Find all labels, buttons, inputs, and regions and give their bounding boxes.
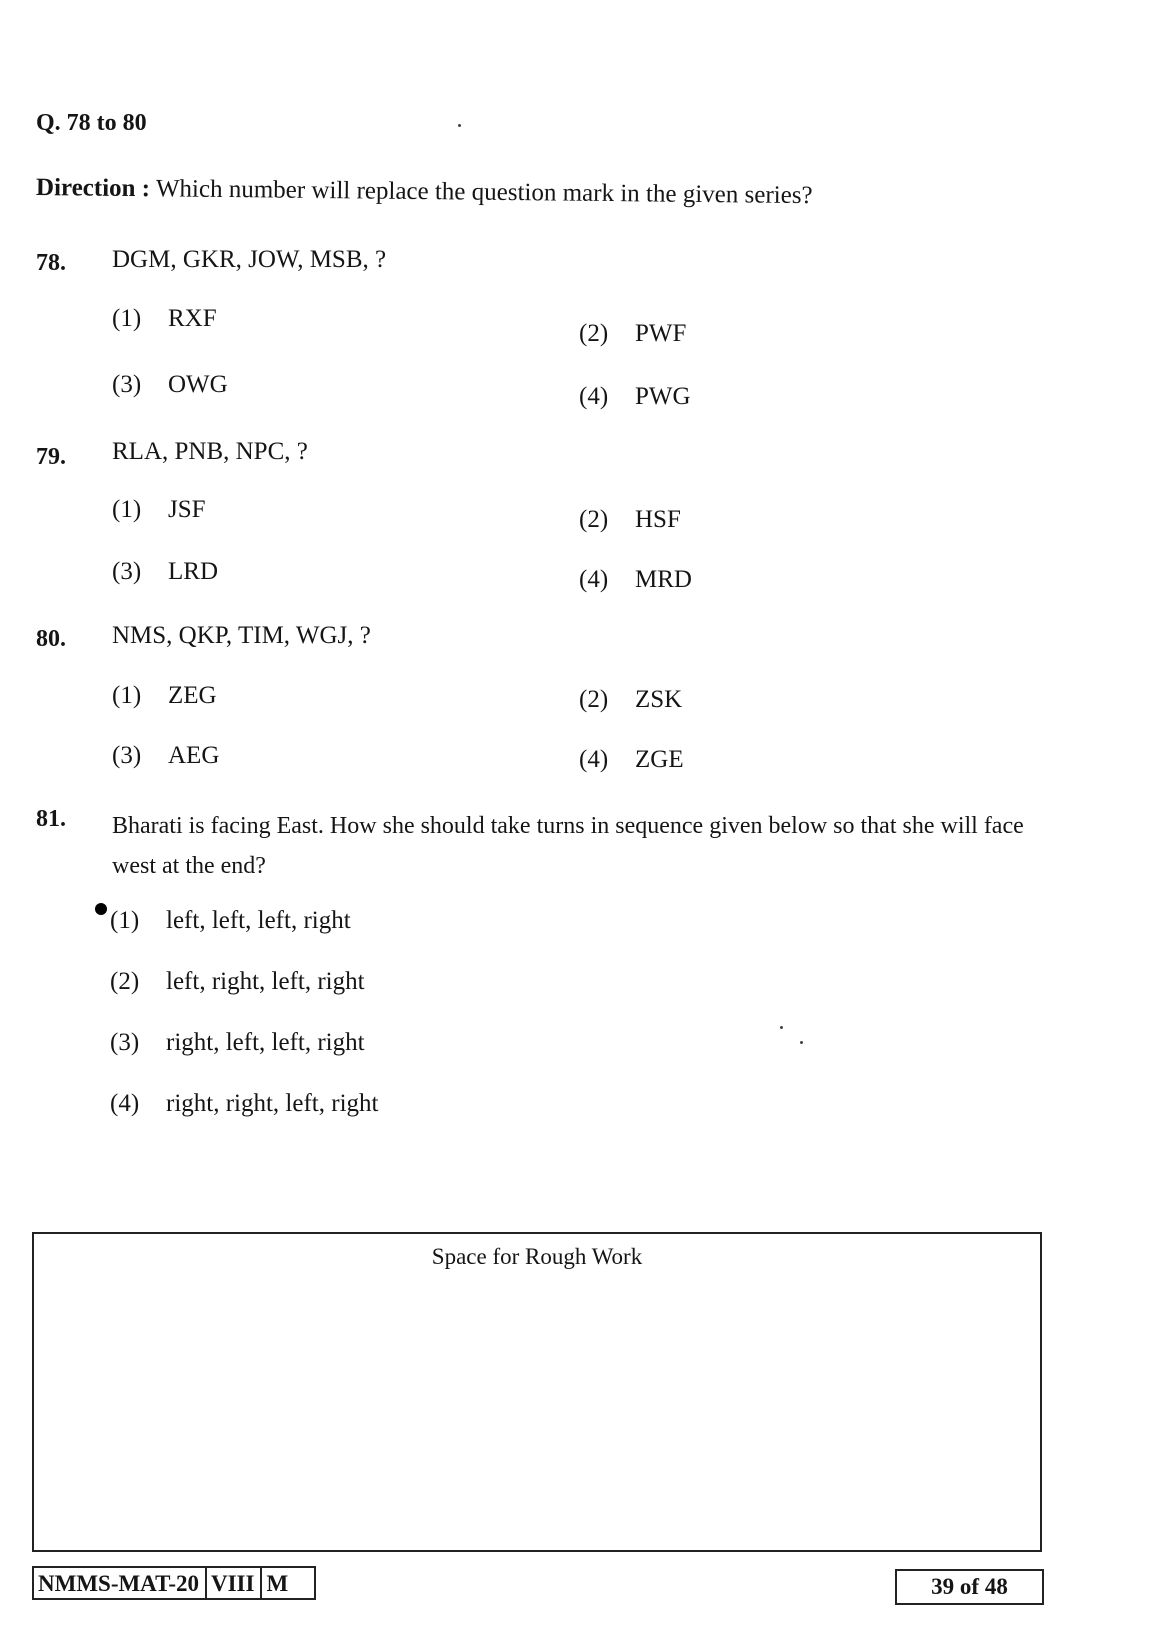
option-number: (4) <box>579 566 609 593</box>
option-text: RXF <box>168 305 217 332</box>
question-number: 78. <box>36 250 66 276</box>
option-text: left, left, left, right <box>166 907 351 934</box>
medium-code: M <box>266 1571 289 1596</box>
option-number: (4) <box>579 746 609 773</box>
option-number: (3) <box>112 742 142 769</box>
question-text: DGM, GKR, JOW, MSB, ? <box>112 246 387 273</box>
option-text: right, right, left, right <box>166 1090 379 1117</box>
option-number: (2) <box>579 686 609 713</box>
option-item <box>110 968 365 996</box>
print-speck <box>800 1041 803 1044</box>
direction-label: Direction : <box>35 174 151 203</box>
option-number: (1) <box>112 682 142 709</box>
paper-code-box <box>32 1566 316 1600</box>
option-item <box>110 1029 365 1057</box>
option-number: (2) <box>579 506 609 533</box>
option-text: MRD <box>635 566 692 593</box>
option-text: HSF <box>635 506 681 533</box>
direction-line <box>36 174 813 210</box>
question-text: Bharati is facing East. How she should take turns in sequence given below so that she will face west at the end? <box>112 813 1024 879</box>
option-number: (2) <box>110 968 140 995</box>
rough-work-box <box>32 1232 1042 1552</box>
rough-work-title: Space for Rough Work <box>431 1244 643 1269</box>
option-item <box>112 371 228 399</box>
page-number: 39 of 48 <box>931 1574 1008 1599</box>
option-number: (2) <box>579 320 609 347</box>
option-item <box>579 320 686 348</box>
question-range-heading: Q. 78 to 80 <box>36 110 147 136</box>
option-item <box>112 742 219 770</box>
print-speck <box>458 124 461 127</box>
question-number: 81. <box>36 806 66 832</box>
option-item <box>112 682 217 710</box>
question-number: 79. <box>36 444 66 470</box>
class-code: VIII <box>207 1568 262 1598</box>
option-item <box>579 566 692 594</box>
option-text: ZSK <box>635 686 683 713</box>
option-number: (3) <box>110 1029 140 1056</box>
option-number: (4) <box>579 383 609 410</box>
option-item <box>579 686 682 714</box>
option-number: (1) <box>112 496 142 523</box>
option-number: (4) <box>110 1090 140 1117</box>
option-text: left, right, left, right <box>166 968 365 995</box>
option-item <box>112 305 217 333</box>
option-item <box>110 1090 378 1118</box>
option-number: (1) <box>112 305 142 332</box>
paper-code: NMMS-MAT-20 <box>34 1568 207 1598</box>
print-speck <box>780 1026 783 1029</box>
question-text: RLA, PNB, NPC, ? <box>112 438 308 465</box>
direction-text: Which number will replace the question mark in the given series? <box>155 175 813 210</box>
option-number: (3) <box>112 371 142 398</box>
option-item <box>579 506 681 534</box>
option-item <box>579 383 691 411</box>
option-text: AEG <box>168 742 220 769</box>
question-text: NMS, QKP, TIM, WGJ, ? <box>112 622 371 649</box>
page-number-box <box>895 1569 1044 1605</box>
option-text: JSF <box>168 496 206 523</box>
option-number: (1) <box>110 907 140 934</box>
option-item <box>579 746 684 774</box>
option-item <box>112 496 206 524</box>
option-text: PWG <box>635 383 691 410</box>
option-text: OWG <box>168 371 228 398</box>
option-item <box>110 907 351 935</box>
option-item <box>112 558 218 586</box>
option-text: right, left, left, right <box>166 1029 365 1056</box>
answer-mark-dot <box>95 903 107 915</box>
option-text: ZEG <box>168 682 217 709</box>
question-number: 80. <box>36 626 66 652</box>
option-number: (3) <box>112 558 142 585</box>
option-text: PWF <box>635 320 687 347</box>
option-text: LRD <box>168 558 218 585</box>
option-text: ZGE <box>635 746 684 773</box>
